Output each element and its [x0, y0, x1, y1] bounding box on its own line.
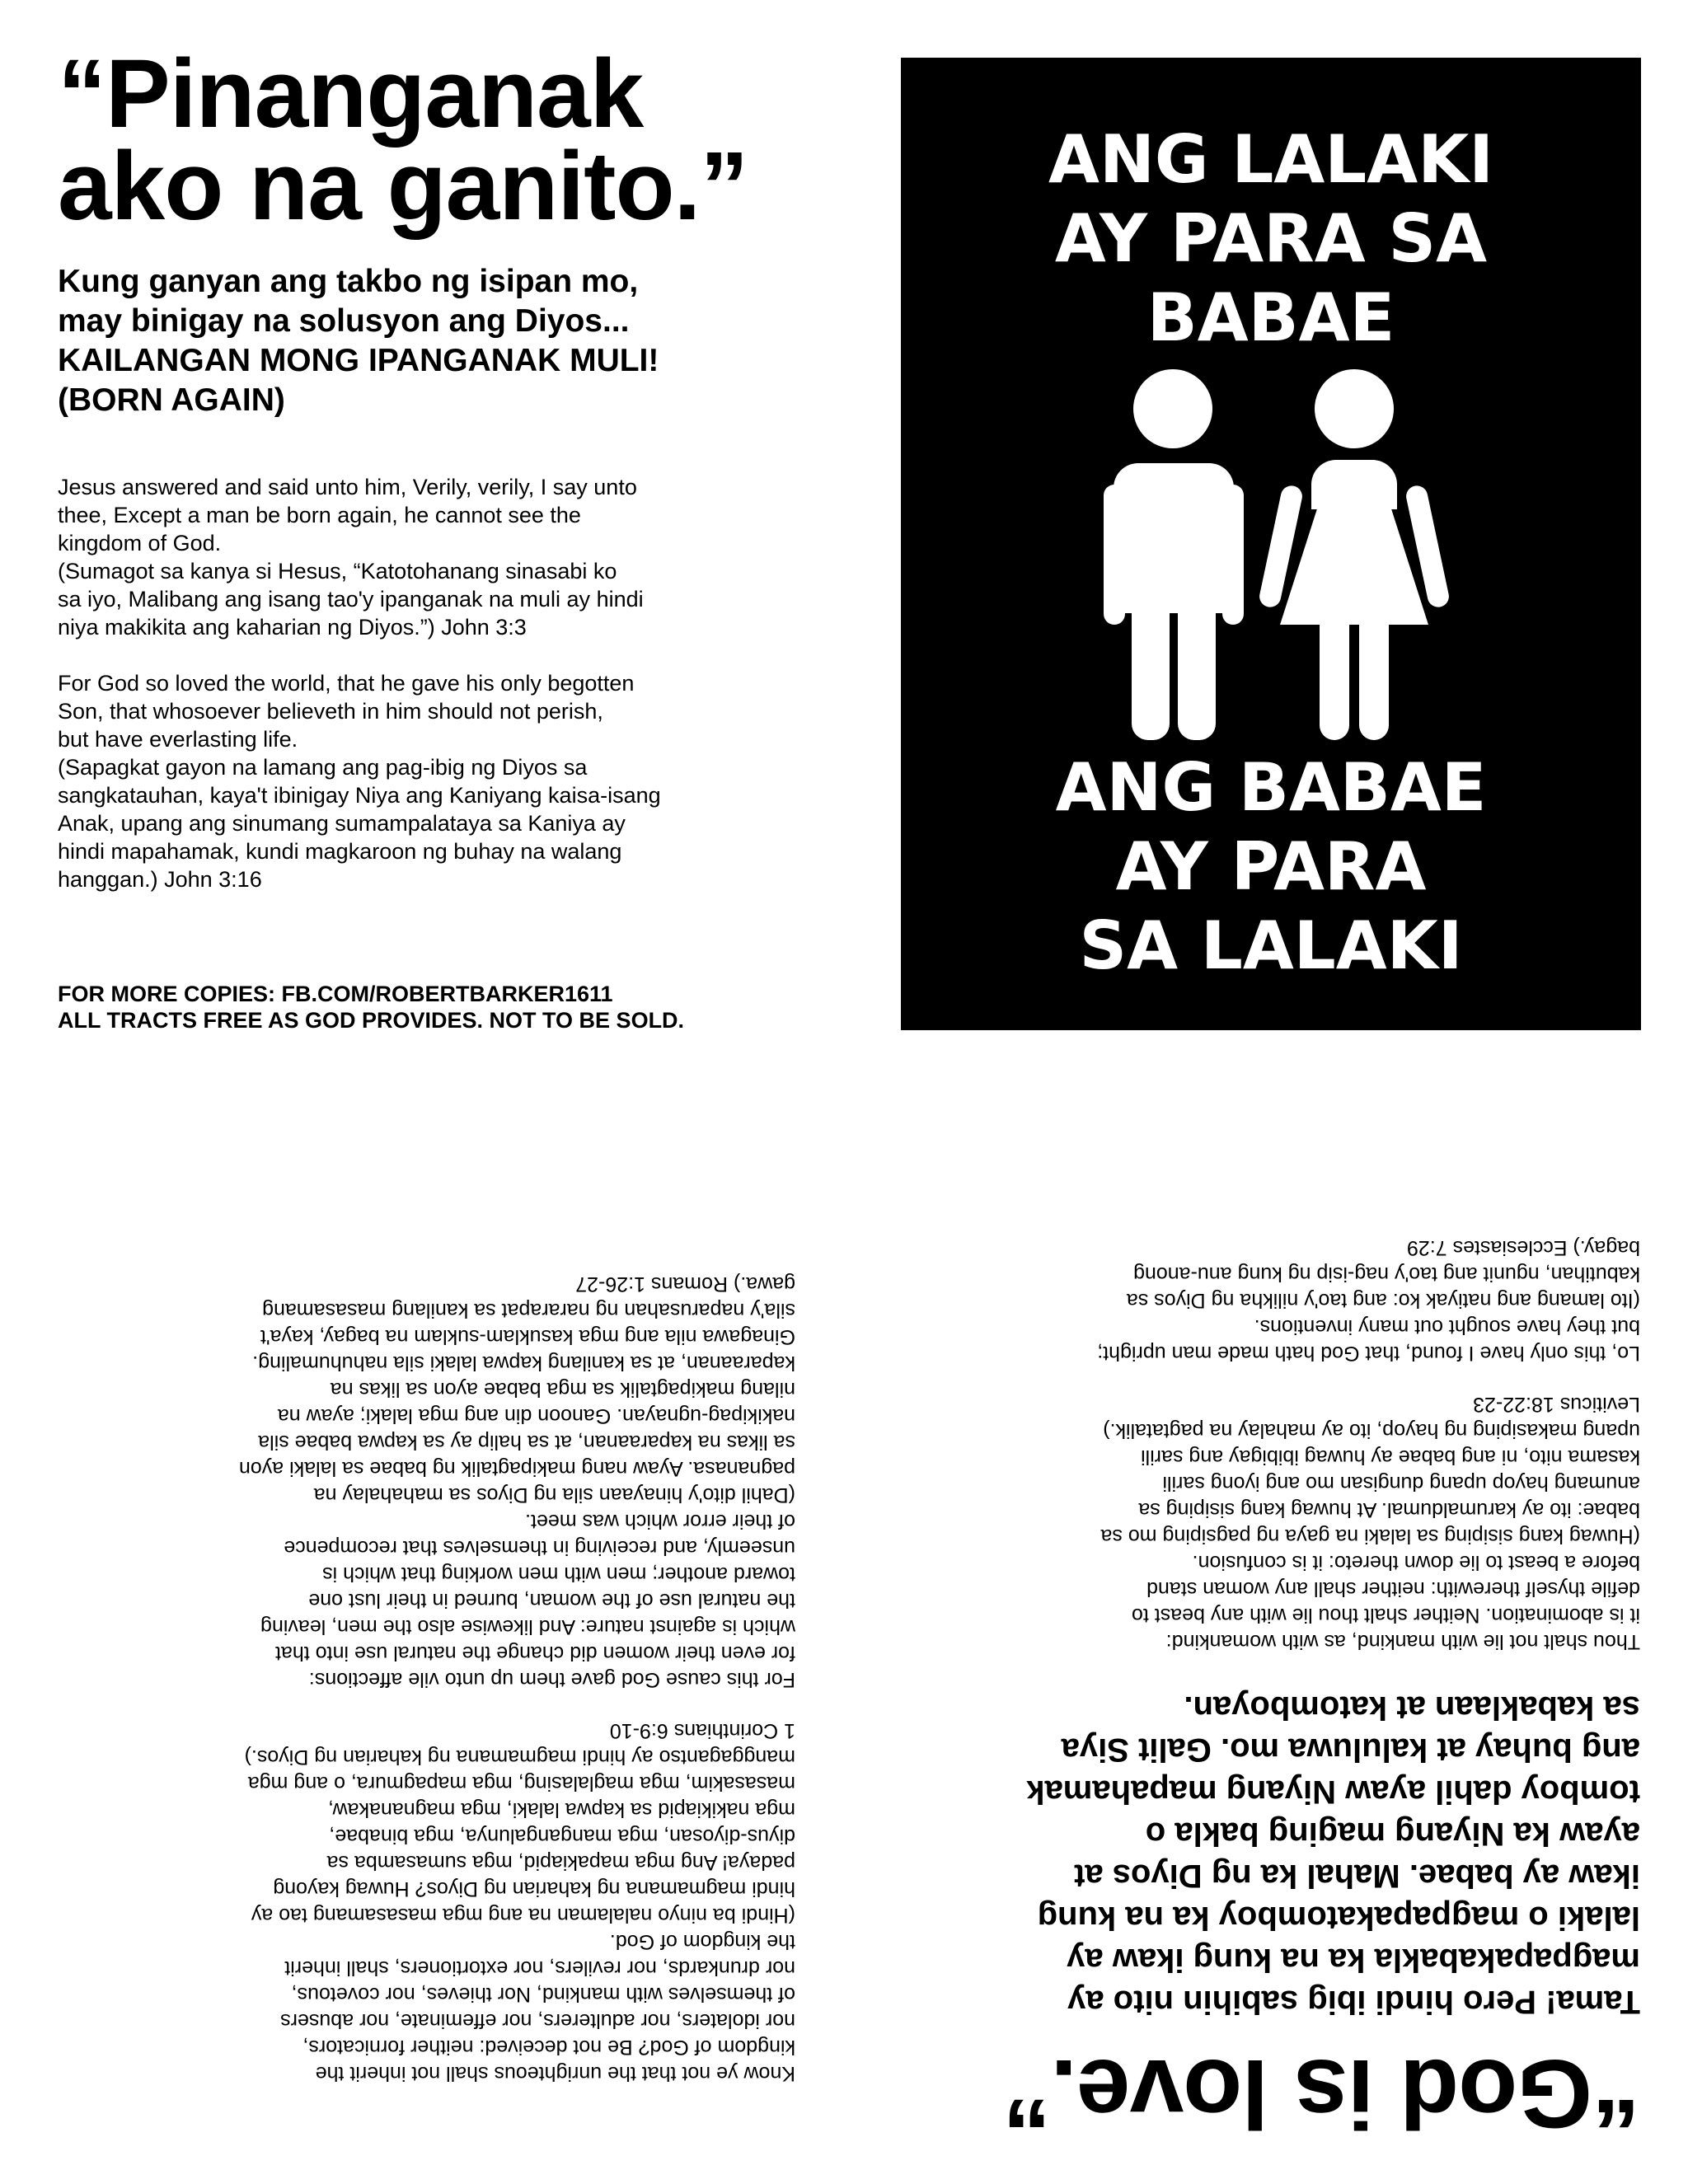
verse-line: Know ye not that the unrighteous shall not inherit the [315, 2062, 795, 2085]
verse-line: padaya! Ang mga mapakiapid, mga sumasamba sa [326, 1851, 795, 1874]
verse-line: of themselves with mankind, Nor thieves, nor covetous, [291, 1983, 795, 2006]
verse-block-corinthians [62, 1718, 795, 2087]
subhead-line: ang buhay at kaluluwa mo. Galit Siya [1061, 1732, 1640, 1768]
verse-line: for even their women did change the natural use into that [275, 1642, 795, 1665]
man-icon [1104, 369, 1244, 740]
verse-line: manggagantso ay hindi magmamana ng kaharian ng Diyos.) [244, 1746, 795, 1769]
verse-line: kingdom of God? Be not deceived: neither fornicators, [302, 2036, 795, 2059]
subhead-line: ayaw ka Niyang maging bakla o [1145, 1816, 1640, 1852]
poster-bottom-text [901, 748, 1641, 986]
verse-line: (Dahil dito'y hinayaan sila ng Diyos sa mahahalay na [313, 1483, 795, 1507]
verse-line: kaparaanan, at sa kanilang kapwa lalaki sila nahuhumaling. [252, 1352, 795, 1375]
tract-footer [58, 981, 824, 1033]
woman-icon [1264, 369, 1445, 740]
verse-line: nilang makipagtalik sa mga babae ayon sa likas na [330, 1378, 795, 1401]
verse-line: kasama nito, ni ang babae ay huwag ibibigay ang sarili [1141, 1446, 1640, 1469]
verse-line: 1 Corinthians 6:9-10 [609, 1719, 795, 1742]
subhead-line: Kung ganyan ang takbo ng isipan mo, [58, 264, 639, 299]
verse-line: (Ito lamang ang natiyak ko: ang tao'y nilikha ng Diyos sa [1126, 1289, 1640, 1312]
verse-line: masasakim, mga maglalasing, mga mapagmura, o ang mga [247, 1772, 795, 1795]
poster-line: ANG BABAE [1055, 749, 1487, 826]
verse-line: Son, that whosoever believeth in him should not perish, [58, 699, 603, 724]
subhead-line: KAILANGAN MONG IPANGANAK MULI! [58, 343, 659, 378]
verse-line: Ginagawa nila ang mga kasuklam-suklam na bagay, kaya't [260, 1325, 795, 1348]
poster-line: AY PARA [1115, 828, 1427, 905]
poster-line: AY PARA SA [1054, 200, 1488, 277]
verse-line: but have everlasting life. [58, 727, 298, 752]
verse-line: (Sapagkat gayon na lamang ang pag-ibig ng Diyos sa [58, 755, 588, 780]
verse-line: sa iyo, Malibang ang isang tao'y ipanganak na muli ay hindi [58, 587, 644, 612]
verse-line: the kingdom of God. [609, 1930, 795, 1953]
verse-line: For God so loved the world, that he gave his only begotten [58, 671, 635, 696]
verse-line: defile thyself therewith: neither shall any woman stand [1146, 1577, 1640, 1601]
tract-subhead [58, 262, 816, 420]
verse-line: unseemly, and receiving in themselves that recompence [284, 1536, 795, 1559]
verse-line: bagay.) Ecclesiastes 7:29 [1406, 1236, 1640, 1259]
verse-line: Leviticus 18:22-23 [1473, 1393, 1640, 1416]
verse-line: nor idolaters, nor adulterers, nor effeminate, nor abusers [280, 2009, 795, 2032]
tract-headline [58, 40, 816, 241]
headline-line-1: “Pinanganak [58, 40, 644, 148]
verse-block-leviticus [907, 1391, 1640, 1655]
poster-line: ANG LALAKI [1048, 121, 1493, 198]
verse-line: hanggan.) John 3:16 [58, 867, 262, 892]
subhead-line: sa kabaklaan at katomboyan. [1184, 1690, 1640, 1726]
poster-panel [901, 58, 1641, 1030]
verse-line: thee, Except a man be born again, he cannot see the [58, 503, 581, 527]
verse-line: upang makasiping ng hayop, ito ay mahalay na pagtatalik.) [1103, 1419, 1640, 1442]
verse-line: pagnanasa. Ayaw nang makipagtalik ng babae sa lalaki ayon [238, 1457, 795, 1480]
verse-line: but they have sought out many inventions. [1254, 1315, 1640, 1338]
verse-line: nakikipag-ugnayan. Ganoon din ang mga lalaki; ayaw na [277, 1404, 795, 1427]
verse-line: (Sumagot sa kanya si Hesus, “Katotohanang sinasabi ko [58, 559, 617, 583]
verse-line: it is abomination. Neither shalt thou lie with any beast to [1131, 1604, 1640, 1627]
verse-line: Thou shalt not lie with mankind, as with womankind: [1165, 1630, 1640, 1653]
verse-line: niya makikita ang kaharian ng Diyos.”) John 3:3 [58, 615, 527, 640]
verse-line: kabutihan, ngunit ang tao'y nag-isip ng kung anu-anong [1133, 1263, 1640, 1286]
verse-line: hindi mapahamak, kundi magkaroon ng buhay na walang [58, 839, 622, 864]
verse-line: sangkatauhan, kaya't ibinigay Niya ang Kaniyang kaisa-isang [58, 783, 661, 808]
verse-line: For this cause God gave them up unto vile affections: [308, 1668, 795, 1691]
upside-subhead [907, 1686, 1640, 2022]
footer-line: ALL TRACTS FREE AS GOD PROVIDES. NOT TO BE SOLD. [58, 1008, 685, 1033]
subhead-line: tomboy dahil ayaw Niyang mapahamak [1026, 1774, 1640, 1810]
verse-line: mga nakikiapid sa kapwa lalaki, mga magnanakaw, [328, 1798, 795, 1821]
verse-block-ecclesiastes [907, 1235, 1640, 1366]
verse-line: sa likas na kaparaanan, at sa halip ay sa kapwa babae sila [258, 1431, 795, 1454]
subhead-line: Tama! Pero hindi ibig sabihin nito ay [1067, 1984, 1640, 2020]
verse-line: diyus-diyosan, mga mangangalunya, mga binabae, [329, 1825, 795, 1848]
poster-line: BABAE [1146, 279, 1395, 356]
subhead-line: (BORN AGAIN) [58, 382, 285, 418]
verse-line: Lo, this only have I found, that God hath made man upright; [1097, 1342, 1640, 1365]
verse-line: of their error which was meet. [525, 1510, 795, 1533]
verse-line: sila'y naparusahan ng nararapat sa kanilang masasamang [262, 1299, 795, 1322]
verse-line: (Huwag kang sisiping sa lalaki na gaya ng pagsiping mo sa [1100, 1525, 1640, 1548]
verse-line: toward another; men with men working that which is [322, 1563, 795, 1586]
verse-line: Anak, upang ang sinumang sumampalataya sa Kaniya ay [58, 811, 626, 836]
subhead-line: ikaw ay babae. Mahal ka ng Diyos at [1074, 1858, 1640, 1894]
poster-line: SA LALAKI [1079, 907, 1463, 984]
poster-top-text [901, 120, 1641, 358]
verse-line: (Hindi ba ninyo nalalaman na ang mga masasamang tao ay [251, 1904, 795, 1927]
verse-block-romans [62, 1271, 795, 1693]
verse-line: gawa.) Romans 1:26-27 [575, 1272, 795, 1296]
verse-line: hindi magmamana ng kaharian ng Diyos? Huwag kayong [273, 1877, 795, 1900]
god-is-love-headline: “God is love.” [1003, 2039, 1640, 2148]
subhead-line: lalaki o magpapakatomboy ka na kung [1037, 1900, 1640, 1936]
verse-line: kingdom of God. [58, 531, 222, 555]
footer-line: FOR MORE COPIES: FB.COM/ROBERTBARKER1611 [58, 982, 613, 1006]
headline-line-2: ako na ganito.” [58, 132, 748, 241]
upside-down-right-panel [907, 1146, 1640, 2151]
verse-line: anumang hayop upang dungisan mo ang iyong sarili [1162, 1472, 1640, 1495]
verse-line: the natural use of the woman, burned in their lust one [308, 1589, 795, 1612]
verse-line: babae: ito ay karumaldumal. At huwag kang sisiping sa [1138, 1498, 1640, 1521]
verse-line: nor drunkards, nor revilers, nor extortioners, shall inherit [284, 1957, 795, 1980]
subhead-line: may binigay na solusyon ang Diyos... [58, 303, 630, 339]
upside-down-left-panel [62, 1170, 795, 2110]
verse-block-john [58, 473, 824, 893]
verse-line: Jesus answered and said unto him, Verily, verily, I say unto [58, 475, 637, 499]
subhead-line: magpapakabakla ka na kung ikaw ay [1067, 1942, 1640, 1978]
verse-line: which is against nature: And likewise also the men, leaving [260, 1615, 795, 1638]
verse-line: before a beast to lie down thereto: it is confusion. [1192, 1551, 1640, 1574]
